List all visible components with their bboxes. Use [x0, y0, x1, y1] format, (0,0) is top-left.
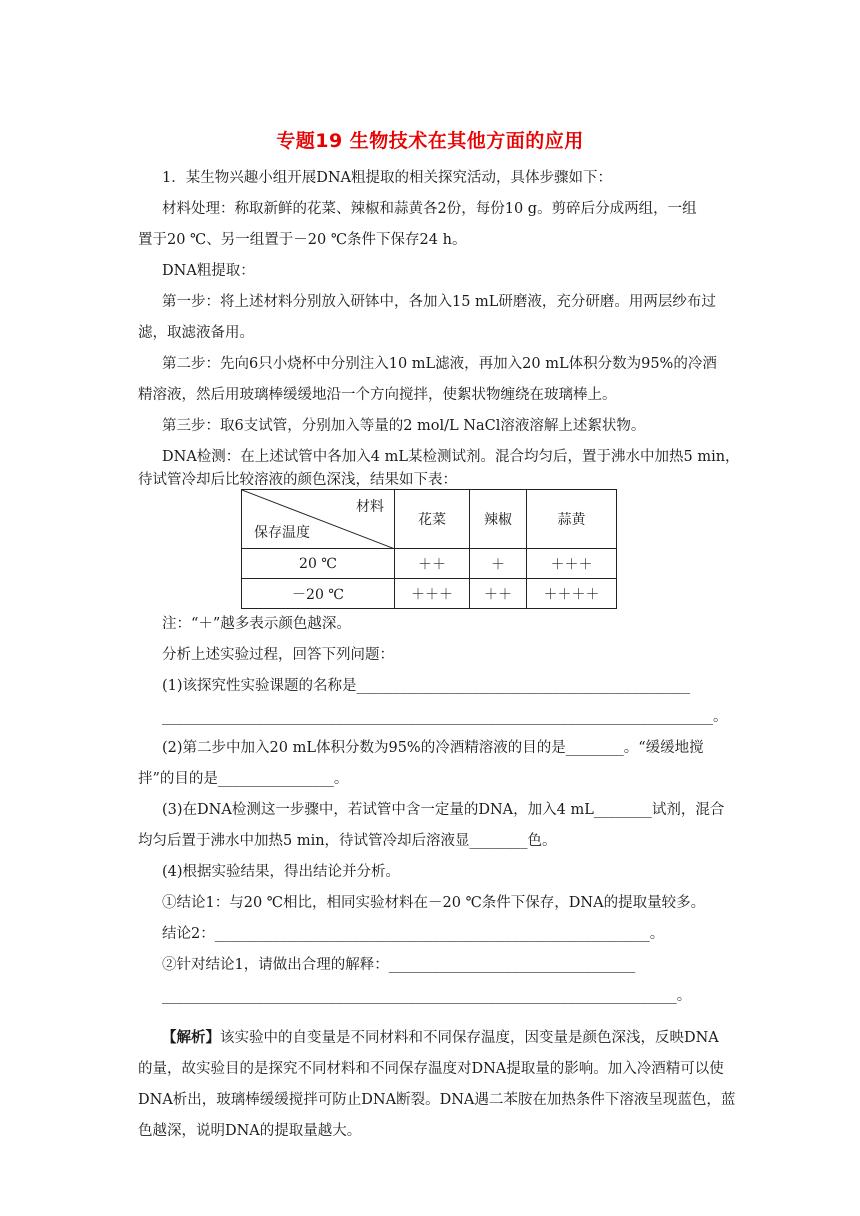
question-3-line-2: 均匀后置于沸水中加热5 min，待试管冷却后溶液显________色。 — [138, 833, 557, 849]
detect-line-2: 待试管冷却后比较溶液的颜色深浅，结果如下表： — [138, 472, 457, 488]
table-corner-cell — [242, 490, 395, 549]
question-1-line-2: ____________________________________________________________________________。 — [162, 709, 728, 725]
conclusion-2: 结论2：____________________________________________________________。 — [162, 926, 665, 942]
question-4: (4)根据实验结果，得出结论并分析。 — [162, 864, 401, 880]
detect-line-1: DNA检测：在上述试管中各加入4 mL某检测试剂。混合均匀后，置于沸水中加热5 min， — [162, 449, 740, 465]
table-cell: ＋＋＋ — [395, 579, 470, 609]
analysis-line-2: 的量，故实验目的是探究不同材料和不同保存温度对DNA提取量的影响。加入冷酒精可以使 — [138, 1061, 724, 1077]
table-cell: ＋＋ — [395, 549, 470, 579]
analysis-line-3: DNA析出，玻璃棒缓缓搅拌可防止DNA断裂。DNA遇二苯胺在加热条件下溶液呈现蓝色，蓝 — [138, 1092, 736, 1108]
col-header-pepper: 辣椒 — [470, 490, 527, 549]
explanation-line-1: ②针对结论1，请做出合理的解释：__________________________________ — [162, 957, 636, 973]
step1-line-1: 第一步：将上述材料分别放入研钵中，各加入15 mL研磨液，充分研磨。用两层纱布过 — [162, 294, 716, 310]
row-label: 20 ℃ — [242, 549, 395, 579]
analysis-line-4: 色越深，说明DNA的提取量越大。 — [138, 1123, 362, 1139]
table-header-row — [242, 490, 617, 549]
table-row — [242, 549, 617, 579]
question-1-line-1: (1)该探究性实验课题的名称是______________________________________________ — [162, 678, 691, 694]
table-cell: ＋ — [470, 549, 527, 579]
step3-line: 第三步：取6支试管，分别加入等量的2 mol/L NaCl溶液溶解上述絮状物。 — [162, 418, 646, 434]
question-2-line-1: (2)第二步中加入20 mL体积分数为95%的冷酒精溶液的目的是________。“缓缓地搅 — [162, 740, 704, 756]
results-table — [241, 489, 617, 609]
explanation-line-2: _______________________________________________________________________。 — [162, 988, 692, 1004]
step2-line-2: 精溶液，然后用玻璃棒缓缓地沿一个方向搅拌，使絮状物缠绕在玻璃棒上。 — [138, 387, 617, 403]
step1-line-2: 滤，取滤液备用。 — [138, 325, 254, 341]
col-header-cauliflower: 花菜 — [395, 490, 470, 549]
page-title: 专题19 生物技术在其他方面的应用 — [276, 130, 584, 152]
question-intro: 1．某生物兴趣小组开展DNA粗提取的相关探究活动，具体步骤如下： — [162, 170, 613, 186]
corner-label-material: 材料 — [356, 499, 384, 515]
table-cell: ＋＋ — [470, 579, 527, 609]
table-row — [242, 579, 617, 609]
conclusion-1: ①结论1：与20 ℃相比，相同实验材料在－20 ℃条件下保存，DNA的提取量较多。 — [162, 895, 706, 911]
row-label: －20 ℃ — [242, 579, 395, 609]
table-note: 注：“＋”越多表示颜色越深。 — [162, 616, 351, 632]
step2-line-1: 第二步：先向6只小烧杯中分别注入10 mL滤液，再加入20 mL体积分数为95%的冷酒 — [162, 356, 717, 372]
question-2-line-2: 拌”的目的是________________。 — [138, 771, 349, 787]
analysis-text-1: 该实验中的自变量是不同材料和不同保存温度，因变量是颜色深浅，反映DNA — [220, 1030, 719, 1046]
material-line-1: 材料处理：称取新鲜的花菜、辣椒和蒜黄各2份，每份10 g。剪碎后分成两组，一组 — [162, 201, 697, 217]
table-cell: ＋＋＋＋ — [527, 579, 617, 609]
corner-label-temperature: 保存温度 — [254, 525, 310, 541]
analyze-prompt: 分析上述实验过程，回答下列问题： — [162, 647, 394, 663]
dna-extract-heading: DNA粗提取： — [162, 263, 255, 279]
table-cell: ＋＋＋ — [527, 549, 617, 579]
analysis-line-1 — [162, 1026, 719, 1047]
col-header-garlic-sprout: 蒜黄 — [527, 490, 617, 549]
material-line-2: 置于20 ℃、另一组置于－20 ℃条件下保存24 h。 — [138, 232, 467, 248]
analysis-label: 【解析】 — [162, 1029, 220, 1046]
question-3-line-1: (3)在DNA检测这一步骤中，若试管中含一定量的DNA，加入4 mL________试剂，混合 — [162, 802, 725, 818]
